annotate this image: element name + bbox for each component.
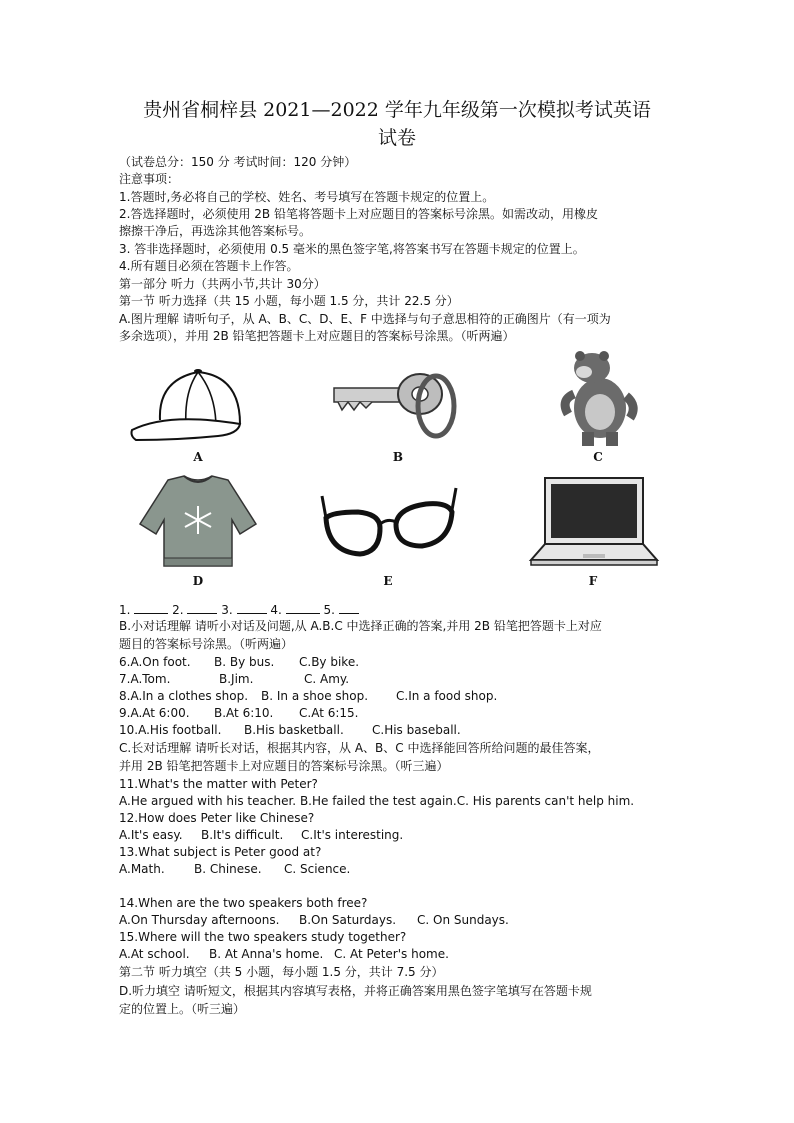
glasses-icon bbox=[318, 474, 458, 572]
option-11b: B.He failed the test again. bbox=[299, 794, 457, 808]
option-8c: C.In a food shop. bbox=[396, 689, 498, 703]
option-8a: 8.A.In a clothes shop. bbox=[119, 689, 249, 703]
option-13b: B. Chinese. bbox=[194, 862, 262, 876]
question-8 bbox=[119, 688, 497, 705]
picture-label-c: C bbox=[593, 450, 603, 464]
question-12-options bbox=[119, 827, 403, 844]
question-7 bbox=[119, 671, 349, 688]
sectionC-instruction-1: C.长对话理解 请听长对话，根据其内容，从 A、B、C 中选择能回答所给问题的最佳答案， bbox=[119, 741, 600, 755]
sectionB-instruction-1: B.小对话理解 请听小对话及问题,从 A.B.C 中选择正确的答案,并用 2B 铅笔把答题卡上对应 bbox=[119, 619, 602, 633]
notice-4: 4.所有题目必须在答题卡上作答。 bbox=[119, 259, 299, 273]
option-14a: A.On Thursday afternoons. bbox=[119, 913, 280, 927]
sectionA-instruction-1: A.图片理解 请听句子，从 A、B、C、D、E、F 中选择与句子意思相符的正确图片（有一项为 bbox=[119, 312, 611, 326]
option-13c: C. Science. bbox=[284, 862, 351, 876]
option-11c: C. His parents can't help him. bbox=[456, 794, 635, 808]
sectionB-instruction-2: 题目的答案标号涂黑。（听两遍） bbox=[119, 637, 294, 651]
option-7c: C. Amy. bbox=[304, 672, 350, 686]
blank-label-3: 3. bbox=[221, 603, 233, 617]
option-12c: C.It's interesting. bbox=[301, 828, 404, 842]
key-icon bbox=[328, 350, 468, 448]
question-11-options bbox=[119, 793, 634, 810]
option-8b: B. In a shoe shop. bbox=[261, 689, 369, 703]
notice-2: 2.答选择题时，必须使用 2B 铅笔将答题卡上对应题目的答案标号涂黑。如需改动，用橡皮 bbox=[119, 207, 598, 221]
question-11: 11.What's the matter with Peter? bbox=[119, 777, 318, 791]
cap-icon bbox=[128, 350, 268, 448]
option-9c: C.At 6:15. bbox=[299, 706, 359, 720]
option-6a: 6.A.On foot. bbox=[119, 655, 191, 669]
blank-3[interactable] bbox=[237, 600, 267, 614]
question-12: 12.How does Peter like Chinese? bbox=[119, 811, 315, 825]
picture-d bbox=[128, 474, 268, 588]
blank-label-5: 5. bbox=[323, 603, 335, 617]
option-15b: B. At Anna's home. bbox=[209, 947, 324, 961]
notice-2-cont: 擦擦干净后，再选涂其他答案标号。 bbox=[119, 224, 312, 238]
option-6c: C.By bike. bbox=[299, 655, 360, 669]
picture-options bbox=[128, 350, 668, 600]
option-10a: 10.A.His football. bbox=[119, 723, 222, 737]
picture-a bbox=[128, 350, 268, 464]
laptop-icon bbox=[523, 474, 663, 572]
option-12b: B.It's difficult. bbox=[201, 828, 284, 842]
notice-1: 1.答题时,务必将自己的学校、姓名、考号填写在答题卡规定的位置上。 bbox=[119, 190, 495, 204]
question-13-options bbox=[119, 861, 350, 878]
picture-label-d: D bbox=[192, 574, 204, 588]
option-10c: C.His baseball. bbox=[372, 723, 461, 737]
question-15-options bbox=[119, 946, 449, 963]
option-7b: B.Jim. bbox=[219, 672, 254, 686]
option-11a: A.He argued with his teacher. bbox=[119, 794, 297, 808]
picture-f bbox=[523, 474, 663, 588]
question-10 bbox=[119, 722, 461, 739]
blank-label-4: 4. bbox=[270, 603, 282, 617]
blank-4[interactable] bbox=[286, 600, 320, 614]
sectionD-instruction-1: D.听力填空 请听短文，根据其内容填写表格，并将正确答案用黑色签字笔填写在答题卡规 bbox=[119, 984, 592, 998]
exam-meta: （试卷总分：150 分 考试时间：120 分钟） bbox=[119, 155, 357, 169]
answer-blanks bbox=[119, 600, 359, 619]
bear-icon bbox=[528, 350, 668, 448]
question-15: 15.Where will the two speakers study together? bbox=[119, 930, 407, 944]
notice-heading: 注意事项： bbox=[119, 172, 180, 186]
section1-heading: 第一节 听力选择（共 15 小题，每小题 1.5 分，共计 22.5 分） bbox=[119, 294, 459, 308]
option-9b: B.At 6:10. bbox=[214, 706, 274, 720]
option-15c: C. At Peter's home. bbox=[334, 947, 449, 961]
part1-heading: 第一部分 听力（共两小节,共计 30分） bbox=[119, 277, 326, 291]
question-14-options bbox=[119, 912, 509, 929]
option-10b: B.His basketball. bbox=[244, 723, 344, 737]
option-14c: C. On Sundays. bbox=[417, 913, 509, 927]
option-12a: A.It's easy. bbox=[119, 828, 183, 842]
blank-label-1: 1. bbox=[119, 603, 131, 617]
picture-c bbox=[528, 350, 668, 464]
blank-label-2: 2. bbox=[172, 603, 184, 617]
exam-title-line1: 贵州省桐梓县 2021—2022 学年九年级第一次模拟考试英语 bbox=[143, 99, 651, 121]
picture-label-a: A bbox=[193, 450, 203, 464]
picture-label-b: B bbox=[392, 450, 404, 464]
option-6b: B. By bus. bbox=[214, 655, 275, 669]
option-7a: 7.A.Tom. bbox=[119, 672, 171, 686]
question-9 bbox=[119, 705, 358, 722]
picture-label-f: F bbox=[588, 574, 598, 588]
blank-1[interactable] bbox=[134, 600, 168, 614]
picture-b bbox=[328, 350, 468, 464]
exam-title-line2: 试卷 bbox=[377, 127, 416, 149]
sectionA-instruction-2: 多余选项），并用 2B 铅笔把答题卡上对应题目的答案标号涂黑。（听两遍） bbox=[119, 329, 515, 343]
option-9a: 9.A.At 6:00. bbox=[119, 706, 190, 720]
sectionD-instruction-2: 定的位置上。（听三遍） bbox=[119, 1002, 246, 1016]
question-14: 14.When are the two speakers both free? bbox=[119, 896, 368, 910]
blank-5[interactable] bbox=[339, 600, 359, 614]
option-14b: B.On Saturdays. bbox=[299, 913, 397, 927]
notice-3: 3. 答非选择题时，必须使用 0.5 毫米的黑色签字笔,将答案书写在答题卡规定的位置上。 bbox=[119, 242, 585, 256]
question-13: 13.What subject is Peter good at? bbox=[119, 845, 322, 859]
sweater-icon bbox=[128, 474, 268, 572]
option-15a: A.At school. bbox=[119, 947, 190, 961]
section2-heading: 第二节 听力填空（共 5 小题，每小题 1.5 分，共计 7.5 分） bbox=[119, 965, 444, 979]
sectionC-instruction-2: 并用 2B 铅笔把答题卡上对应题目的答案标号涂黑。（听三遍） bbox=[119, 759, 449, 773]
option-13a: A.Math. bbox=[119, 862, 165, 876]
question-6 bbox=[119, 654, 359, 671]
picture-e bbox=[318, 474, 458, 588]
blank-2[interactable] bbox=[187, 600, 217, 614]
picture-label-e: E bbox=[383, 574, 393, 588]
